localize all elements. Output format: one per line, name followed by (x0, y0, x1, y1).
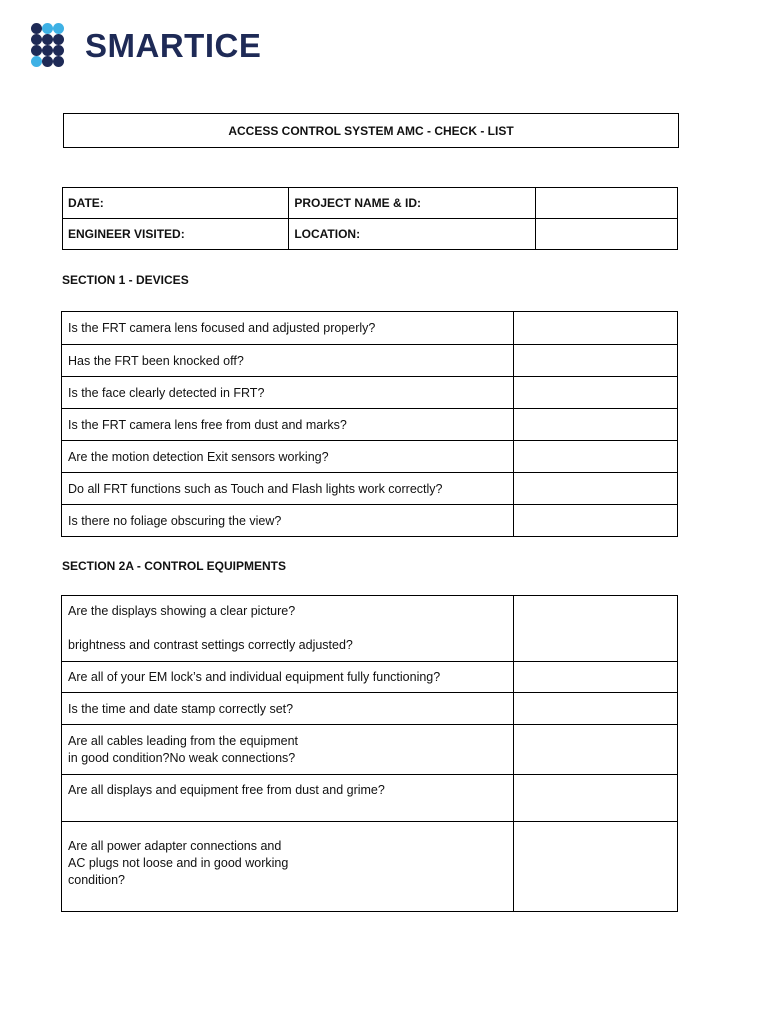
logo-dots-icon (31, 23, 75, 67)
section-2a-table (61, 595, 678, 912)
logo-text: SMARTICE (85, 26, 262, 64)
section-1-table (61, 311, 678, 537)
section-2a-heading: SECTION 2A - CONTROL EQUIPMENTS (62, 559, 287, 573)
location-value-field[interactable] (535, 219, 677, 250)
question-line: in good condition?No weak connections? (68, 750, 296, 765)
question-text: Has the FRT been knocked off? (62, 345, 514, 377)
question-line: Are all cables leading from the equipment (68, 733, 298, 748)
question-text: Do all FRT functions such as Touch and Flash lights work correctly? (62, 473, 514, 505)
question-line: Are the displays showing a clear picture? (68, 604, 296, 618)
question-line: Are all power adapter connections and (68, 839, 282, 853)
info-table (62, 187, 678, 250)
answer-cell[interactable] (514, 822, 678, 912)
table-row (62, 662, 678, 693)
table-row (62, 775, 678, 822)
question-text: Is the time and date stamp correctly set? (62, 693, 514, 725)
answer-cell[interactable] (514, 377, 678, 409)
question-line: brightness and contrast settings correctly adjusted? (68, 638, 353, 652)
question-line: condition? (68, 873, 125, 887)
section-1-heading: SECTION 1 - DEVICES (62, 273, 189, 287)
question-text: Is the FRT camera lens free from dust and marks? (62, 409, 514, 441)
table-row (62, 725, 678, 775)
question-text (62, 822, 514, 912)
table-row (62, 409, 678, 441)
answer-cell[interactable] (514, 596, 678, 662)
table-row (62, 377, 678, 409)
answer-cell[interactable] (514, 725, 678, 775)
project-name-label: PROJECT NAME & ID: (289, 188, 535, 219)
blank-line (68, 620, 507, 637)
table-row (62, 505, 678, 537)
engineer-visited-label: ENGINEER VISITED: (63, 219, 289, 250)
location-label: LOCATION: (289, 219, 535, 250)
answer-cell[interactable] (514, 505, 678, 537)
project-name-value-field[interactable] (535, 188, 677, 219)
question-text: Are all of your EM lock’s and individual equipment fully functioning? (62, 662, 514, 693)
table-row (62, 473, 678, 505)
table-row (62, 596, 678, 662)
table-row (62, 312, 678, 345)
answer-cell[interactable] (514, 441, 678, 473)
answer-cell[interactable] (514, 473, 678, 505)
question-text: Is the face clearly detected in FRT? (62, 377, 514, 409)
question-text (62, 725, 514, 775)
document-title-text: ACCESS CONTROL SYSTEM AMC - CHECK - LIST (228, 123, 514, 138)
answer-cell[interactable] (514, 345, 678, 377)
question-text: Are all displays and equipment free from dust and grime? (62, 775, 514, 822)
table-row (62, 345, 678, 377)
document-title (63, 113, 679, 148)
table-row (62, 693, 678, 725)
question-line: AC plugs not loose and in good working (68, 856, 289, 870)
company-logo (31, 22, 261, 68)
table-row (62, 441, 678, 473)
answer-cell[interactable] (514, 312, 678, 345)
question-text: Is there no foliage obscuring the view? (62, 505, 514, 537)
question-text: Is the FRT camera lens focused and adjusted properly? (62, 312, 514, 345)
question-text (62, 596, 514, 662)
answer-cell[interactable] (514, 409, 678, 441)
answer-cell[interactable] (514, 775, 678, 822)
question-text: Are the motion detection Exit sensors working? (62, 441, 514, 473)
answer-cell[interactable] (514, 693, 678, 725)
table-row (62, 822, 678, 912)
answer-cell[interactable] (514, 662, 678, 693)
date-label: DATE: (63, 188, 289, 219)
